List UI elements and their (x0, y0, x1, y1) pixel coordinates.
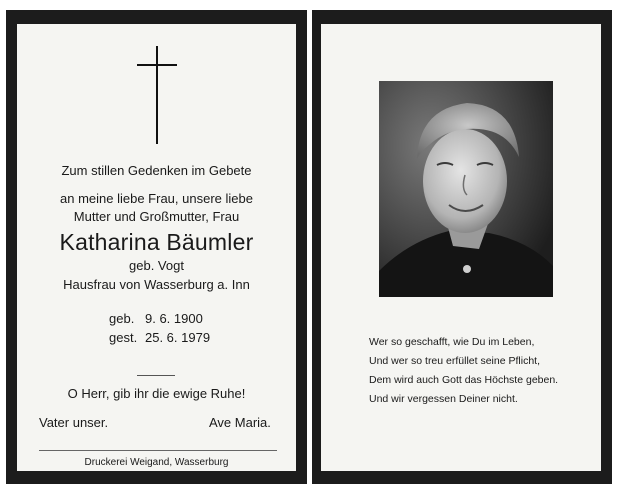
prayer-left: Vater unser. (39, 415, 109, 430)
poem-line-2: Und wer so treu erfüllet seine Pflicht, (369, 355, 540, 367)
left-card-panel (17, 24, 296, 471)
right-card-panel (321, 24, 601, 471)
occupation-line: Hausfrau von Wasserburg a. Inn (63, 277, 250, 292)
remembrance-line: Zum stillen Gedenken im Gebete (61, 163, 252, 178)
divider (137, 375, 175, 376)
memorial-card-right (312, 10, 612, 484)
poem-line-3: Dem wird auch Gott das Höchste geben. (369, 374, 559, 386)
footer-divider (39, 450, 277, 451)
memorial-card-left (6, 10, 307, 484)
deceased-name: Katharina Bäumler (59, 229, 254, 255)
prayer-right: Ave Maria. (209, 415, 271, 430)
died-label: gest. (109, 330, 138, 345)
born-date: 9. 6. 1900 (145, 311, 203, 326)
prayer-line: O Herr, gib ihr die ewige Ruhe! (67, 386, 246, 401)
born-label: geb. (109, 311, 135, 326)
maiden-name: geb. Vogt (129, 258, 184, 273)
poem-line-4: Und wir vergessen Deiner nicht. (369, 393, 518, 405)
poem-line-1: Wer so geschafft, wie Du im Leben, (369, 336, 535, 348)
printer-credit: Druckerei Weigand, Wasserburg (84, 457, 229, 468)
dedication-line-1: an meine liebe Frau, unsere liebe (60, 191, 253, 206)
dedication-line-2: Mutter und Großmutter, Frau (73, 209, 240, 224)
died-date: 25. 6. 1979 (145, 330, 211, 345)
cross-icon (137, 46, 177, 146)
portrait-photo (379, 81, 553, 297)
